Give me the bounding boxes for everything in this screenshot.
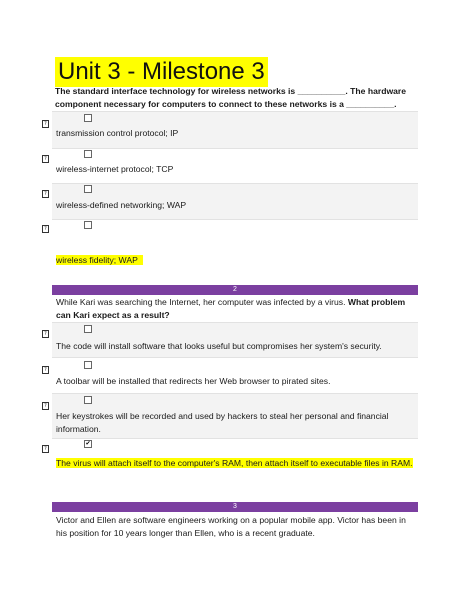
q1-option-1-text: transmission control protocol; IP	[56, 128, 179, 138]
q1-option-2-text: wireless-internet protocol; TCP	[56, 164, 174, 174]
question-2-text: While Kari was searching the Internet, her computer was infected by a virus. What problem can Kari expect as a result?	[56, 297, 406, 320]
highlighted-answer: The virus will attach itself to the computer's RAM, then attach itself to executable files in RAM.	[56, 458, 413, 468]
question-3-text: Victor and Ellen are software engineers working on a popular mobile app. Victor has been in his position for 10 years longer than Ellen, who is a recent graduate.	[56, 515, 406, 538]
q1-option-2-checkbox[interactable]	[84, 150, 92, 158]
answer-marker-icon: ?	[42, 190, 49, 198]
q2-option-3-text: Her keystrokes will be recorded and used by hackers to steal her personal and financial information.	[56, 411, 389, 434]
q2-option-1-text: The code will install software that looks useful but compromises her system's security.	[56, 341, 382, 351]
question-2-number-bar: 2	[52, 285, 418, 295]
highlighted-answer: wireless fidelity; WAP	[56, 255, 138, 265]
q2-option-4-text	[56, 455, 418, 472]
q1-option-1-checkbox[interactable]	[84, 114, 92, 122]
q1-option-4-text	[56, 254, 418, 267]
answer-marker-icon: ?	[42, 155, 49, 163]
answer-marker-icon: ?	[42, 366, 49, 374]
q2-option-4-checkbox[interactable]: ✔	[85, 440, 91, 447]
q1-option-3-text: wireless-defined networking; WAP	[56, 200, 187, 210]
q2-option-2-checkbox[interactable]	[84, 361, 92, 369]
page-title: Unit 3 - Milestone 3	[55, 57, 268, 87]
q1-option-4-checkbox[interactable]	[84, 221, 92, 229]
answer-marker-icon: ?	[42, 445, 49, 453]
answer-marker-icon: ?	[42, 225, 49, 233]
q1-option-3-checkbox[interactable]	[84, 185, 92, 193]
q2-option-1-checkbox[interactable]	[84, 325, 92, 333]
question-1-text: The standard interface technology for wireless networks is __________. The hardware component necessary for computers to connect to these networks is a __________.	[55, 86, 407, 109]
answer-marker-icon: ?	[42, 120, 49, 128]
question-3-number-bar: 3	[52, 502, 418, 512]
q1-option-row-4[interactable]	[52, 219, 418, 283]
answer-marker-icon: ?	[42, 330, 49, 338]
answer-marker-icon: ?	[42, 402, 49, 410]
q2-option-3-checkbox[interactable]	[84, 396, 92, 404]
q2-option-2-text: A toolbar will be installed that redirects her Web browser to pirated sites.	[56, 376, 331, 386]
